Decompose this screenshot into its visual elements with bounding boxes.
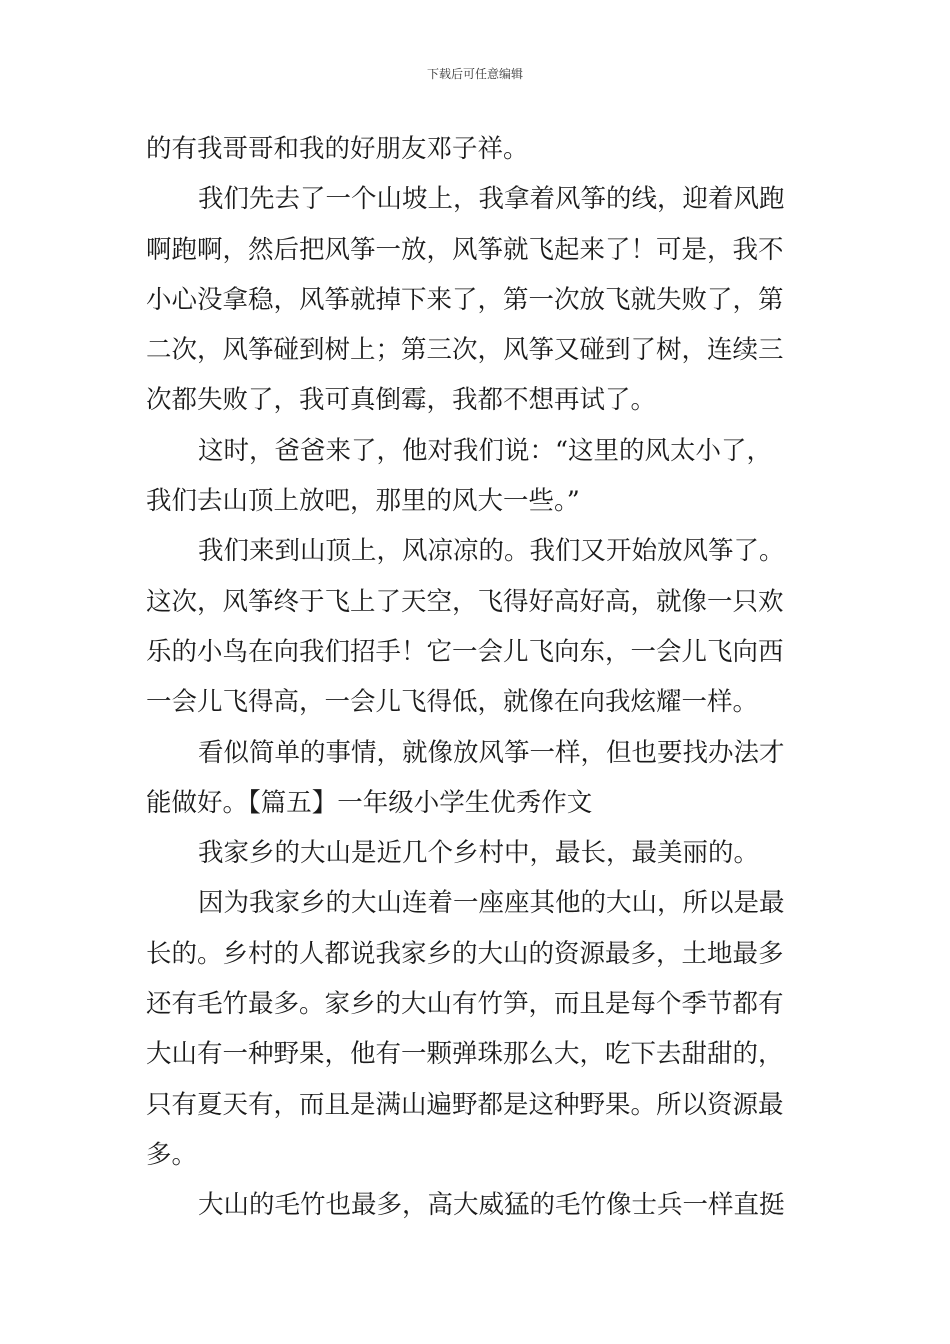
page-header: 下载后可任意编辑 (426, 67, 523, 81)
text-line: 乐的小鸟在向我们招手！它一会儿飞向东，一会儿飞向西 (146, 636, 784, 667)
text-line: 看似简单的事情，就像放风筝一样，但也要找办法才 (198, 737, 785, 768)
text-line: 还有毛竹最多。家乡的大山有竹笋，而且是每个季节都有 (146, 989, 784, 1020)
text-line: 我家乡的大山是近几个乡村中，最长，最美丽的。 (198, 838, 760, 869)
text-line: 一会儿飞得高，一会儿飞得低，就像在向我炫耀一样。 (146, 687, 759, 718)
text-line: 我们去山顶上放吧，那里的风大一些。” (146, 486, 580, 517)
text-line: 这次，风筝终于飞上了天空，飞得好高好高，就像一只欢 (146, 586, 784, 617)
text-line: 二次，风筝碰到树上；第三次，风筝又碰到了树，连续三 (146, 335, 784, 366)
text-line: 这时，爸爸来了，他对我们说：“这里的风太小了， (198, 435, 773, 466)
text-line: 我们先去了一个山坡上，我拿着风筝的线，迎着风跑 (198, 184, 785, 215)
text-line: 我们来到山顶上，风凉凉的。我们又开始放风筝了。 (198, 536, 785, 567)
text-line: 多。 (146, 1139, 198, 1170)
text-line: 长的。乡村的人都说我家乡的大山的资源最多，土地最多 (146, 938, 784, 969)
text-line: 能做好。【篇五】一年级小学生优秀作文 (146, 787, 593, 818)
text-line: 的有我哥哥和我的好朋友邓子祥。 (146, 134, 529, 164)
essay-body (146, 124, 810, 1231)
text-line: 大山的毛竹也最多，高大威猛的毛竹像士兵一样直挺 (198, 1190, 785, 1221)
text-line: 只有夏天有，而且是满山遍野都是这种野果。所以资源最 (146, 1089, 784, 1120)
text-line: 次都失败了，我可真倒霉，我都不想再试了。 (146, 385, 657, 416)
text-line: 啊跑啊，然后把风筝一放，风筝就飞起来了！可是，我不 (146, 234, 784, 265)
text-line: 大山有一种野果，他有一颗弹珠那么大，吃下去甜甜的， (146, 1039, 784, 1070)
text-line: 因为我家乡的大山连着一座座其他的大山，所以是最 (198, 888, 785, 919)
text-line: 小心没拿稳，风筝就掉下来了，第一次放飞就失败了，第 (146, 284, 784, 315)
